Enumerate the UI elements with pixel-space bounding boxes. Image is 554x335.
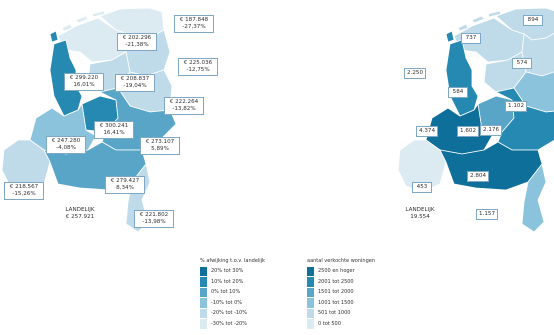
left-label-groningen: € 187.848 -27,37% (174, 15, 214, 33)
legend-sales-count-row (307, 319, 417, 330)
legend-price-deviation-swatch (200, 298, 207, 308)
right-map-province-noord-holland (446, 31, 454, 42)
legend-price-deviation-swatch (200, 288, 207, 298)
legend-price-deviation-row (200, 287, 300, 298)
legend-price-deviation-row (200, 266, 300, 277)
legend-sales-count-label: 1001 tot 1500 (318, 299, 354, 306)
left-label-gelderland: € 273.107 5,89% (140, 137, 180, 155)
legend-sales-count-row (307, 287, 417, 298)
legend-sales-count-title: aantal verkochte woningen (307, 258, 376, 264)
left-label-friesland: € 202.296 -21,38% (117, 33, 157, 51)
left-label-limburg: € 221.802 -13,98% (134, 210, 174, 228)
right-label-noord-brabant: 2.804 (467, 171, 489, 182)
legend-sales-count-swatch (307, 319, 314, 329)
legend-price-deviation-swatch (200, 277, 207, 287)
right-label-flevoland: 584 (448, 87, 468, 98)
right-label-landelijk: LANDELIJK 19.554 (405, 207, 435, 220)
legend-price-deviation-row (200, 298, 300, 309)
legend-sales-count-row (307, 266, 417, 277)
legend-price-deviation-label: 20% tot 30% (211, 268, 244, 275)
legend-price-deviation-label: 10% tot 20% (211, 278, 244, 285)
legend-sales-count-row (307, 308, 417, 319)
right-label-groningen: 894 (523, 15, 543, 26)
right-label-zuid-holland: 4.374 (416, 126, 438, 137)
legend-sales-count-swatch (307, 267, 314, 277)
legend-sales-count-label: 1501 tot 2000 (318, 289, 354, 296)
right-label-utrecht: 1.602 (457, 126, 479, 137)
right-label-overijssel: 1.102 (505, 101, 527, 112)
legend-price-deviation-title: % afwijking t.o.v. landelijk (200, 258, 265, 264)
left-label-noord-holland: € 299.220 16,01% (64, 73, 104, 91)
legend-price-deviation-label: 0% tot 10% (211, 289, 241, 296)
legend-price-deviation-label: -20% tot -10% (211, 310, 247, 317)
legend-price-deviation-swatch (200, 309, 207, 319)
legend-sales-count-swatch (307, 288, 314, 298)
left-label-zuid-holland: € 247.280 -4,08% (46, 136, 86, 154)
legend-price-deviation-swatch (200, 319, 207, 329)
legend-sales-count-label: 2500 en hoger (318, 268, 355, 275)
left-label-overijssel: € 222.264 -13,82% (164, 97, 204, 115)
legend-price-deviation-row (200, 308, 300, 319)
left-label-flevoland: € 208.837 -19,04% (115, 74, 155, 92)
right-label-noord-holland: 2.250 (404, 68, 426, 79)
right-label-limburg: 1.157 (476, 209, 498, 220)
left-label-noord-brabant: € 279.427 8,34% (105, 176, 145, 194)
left-label-utrecht: € 300.241 16,41% (94, 121, 134, 139)
legend-price-deviation-row (200, 319, 300, 330)
legend-sales-count-swatch (307, 298, 314, 308)
legend-price-deviation (200, 256, 300, 329)
legend-price-deviation-row (200, 277, 300, 288)
legend-sales-count-swatch (307, 277, 314, 287)
legend-price-deviation-swatch (200, 267, 207, 277)
right-label-friesland: 737 (461, 33, 481, 44)
legend-sales-count-row (307, 277, 417, 288)
legend-sales-count-swatch (307, 309, 314, 319)
left-label-zeeland: € 218.567 -15,26% (4, 182, 44, 200)
legend-price-deviation-label: -30% tot -20% (211, 320, 247, 327)
legend-sales-count-label: 0 tot 500 (318, 320, 341, 327)
legend-price-deviation-label: -10% tot 0% (211, 299, 243, 306)
legend-sales-count (307, 256, 417, 329)
left-map-province-noord-holland (50, 31, 58, 42)
left-label-landelijk: LANDELIJK € 257.921 (65, 207, 95, 220)
right-label-drenthe: 574 (512, 58, 532, 69)
legend-sales-count-label: 501 tot 1000 (318, 310, 351, 317)
legend-sales-count-row (307, 298, 417, 309)
right-label-gelderland: 2.176 (480, 125, 502, 136)
right-label-zeeland: 453 (412, 182, 432, 193)
left-label-drenthe: € 225.036 -12,75% (178, 58, 218, 76)
legend-sales-count-label: 2001 tot 2500 (318, 278, 354, 285)
